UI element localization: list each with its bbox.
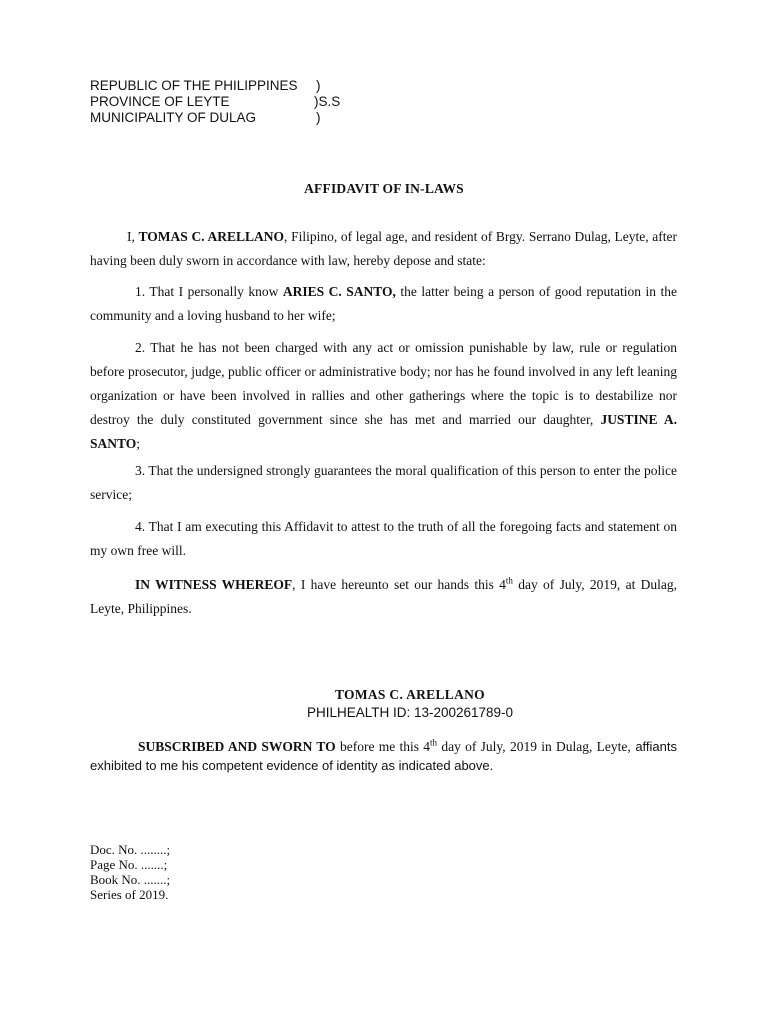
series: Series of 2019. — [90, 887, 169, 902]
statement-item-1: 1. That I personally know ARIES C. SANTO, the latter being a person of good reputation in the community and a loving husband to her wife; — [90, 284, 678, 323]
signatory-name: TOMAS C. ARELLANO — [334, 687, 485, 702]
document-title: AFFIDAVIT OF IN-LAWS — [304, 181, 464, 196]
page-no: Page No. .......; — [90, 857, 168, 872]
book-no: Book No. .......; — [90, 872, 171, 887]
venue-line-municipality: MUNICIPALITY OF DULAG ) — [90, 110, 321, 125]
venue-bracket: ) — [316, 110, 321, 125]
intro-paragraph: I, TOMAS C. ARELLANO, Filipino, of legal age, and resident of Brgy. Serrano Dulag, Leyte, after having been duly sworn in accordance with law, hereby depose and state: — [90, 229, 678, 268]
venue-bracket: ) — [316, 78, 321, 93]
statement-item-2: 2. That he has not been charged with any act or omission punishable by law, rule or regulation before prosecutor, judge, public officer or administrative body; nor has he found involved in any left leaning organization or have been involved in rallies and other gatherings where the topic is to destabilize nor destroy the duly constituted government since she has met and married our daughter, JUSTINE A. SANTO; — [90, 340, 677, 451]
statement-item-4: 4. That I am executing this Affidavit to attest to the truth of all the foregoing facts and statement on my own free will. — [90, 519, 677, 558]
doc-no: Doc. No. ........; — [90, 842, 171, 857]
affiant-name: TOMAS C. ARELLANO — [138, 229, 285, 244]
notarial-register — [90, 842, 170, 902]
daughter-name: JUSTINE A. SANTO — [90, 412, 677, 451]
witness-whereof-heading: IN WITNESS WHEREOF — [135, 577, 293, 592]
jurat-paragraph: SUBSCRIBED AND SWORN TO before me this 4th day of July, 2019 in Dulag, Leyte, affiants exhibited to me his competent evidence of identity as indicated above. — [90, 737, 677, 773]
son-in-law-name: ARIES C. SANTO, — [282, 284, 396, 299]
statement-item-3: 3. That the undersigned strongly guarantees the moral qualification of this person to enter the police service; — [90, 463, 677, 502]
witness-paragraph: IN WITNESS WHEREOF, I have hereunto set our hands this 4th day of July, 2019, at Dulag, Leyte, Philippines. — [90, 575, 677, 616]
venue-ss-mark: )S.S — [314, 94, 341, 109]
jurat-heading: SUBSCRIBED AND SWORN TO — [138, 739, 336, 754]
signatory-id: PHILHEALTH ID: 13-200261789-0 — [306, 705, 514, 720]
venue-line-province: PROVINCE OF LEYTE )S.S — [90, 94, 341, 109]
venue-line-republic: REPUBLIC OF THE PHILIPPINES ) — [90, 78, 321, 93]
venue-block — [90, 78, 341, 126]
